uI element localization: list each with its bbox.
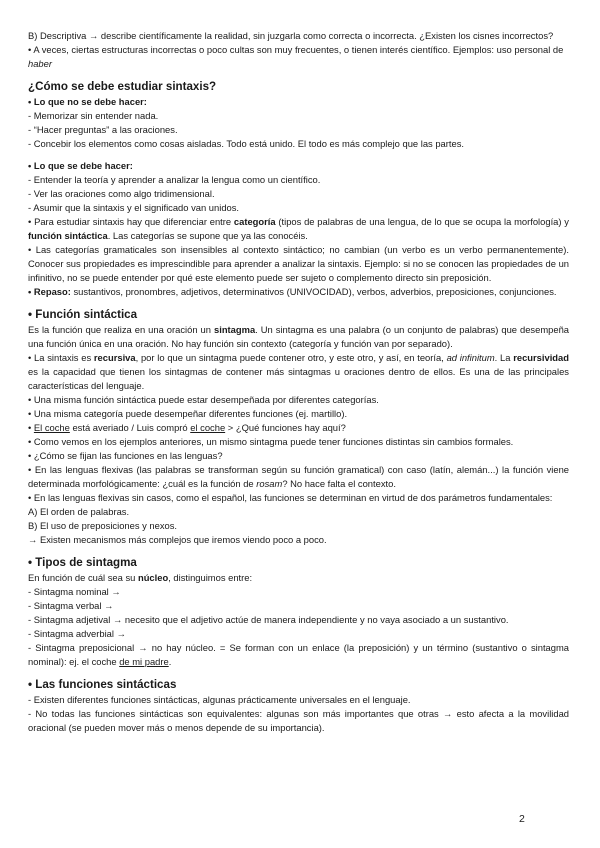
list-item: - Sintagma nominal → bbox=[28, 586, 121, 597]
coche-example: • El coche está averiado / Luis compró el coche > ¿Qué funciones hay aquí? bbox=[28, 422, 346, 433]
tipos-sintagma-heading: • Tipos de sintagma bbox=[28, 556, 137, 569]
list-item: - “Hacer preguntas” a las oraciones. bbox=[28, 124, 178, 135]
recursividad-paragraph: • La sintaxis es recursiva, por lo que un sintagma puede contener otro, y este otro, y así, en teoría, ad infinitum. La recursividad es la capacidad que tienen los sintagmas de contener más sintagmas u oraciones dentro de ellos. Es una de las principales características del lenguaje. bbox=[28, 352, 569, 391]
repaso-paragraph: • Repaso: sustantivos, pronombres, adjetivos, determinativos (UNIVOCIDAD), verbos, adverbios, preposiciones, conjunciones. bbox=[28, 286, 557, 297]
list-item: - No todas las funciones sintácticas son equivalentes: algunas son más importantes que otras → esto afecta a la movilidad oracional (se pueden mover más o menos depende de su importancia). bbox=[28, 708, 569, 733]
list-item: • ¿Cómo se fijan las funciones en las lenguas? bbox=[28, 450, 223, 461]
funcion-sintactica-heading: • Función sintáctica bbox=[28, 308, 138, 321]
descriptiva-paragraph: B) Descriptiva → describe científicamente la realidad, sin juzgarla como correcta o incorrecta. ¿Existen los cisnes incorrectos? bbox=[28, 30, 554, 41]
list-item: - Sintagma verbal → bbox=[28, 600, 114, 611]
no-hacer-title: • Lo que no se debe hacer: bbox=[28, 96, 147, 107]
funciones-sintacticas-heading: • Las funciones sintácticas bbox=[28, 678, 177, 691]
funcion-definition: Es la función que realiza en una oración un sintagma. Un sintagma es una palabra (o un conjunto de palabras) que desempeña una función única en una oración. No hay función sin contexto (categoría y función van por separado). bbox=[28, 324, 569, 349]
aveces-paragraph: • A veces, ciertas estructuras incorrectas o poco cultas son muy frecuentes, o tienen interés científico. Ejemplos: uso personal de haber bbox=[28, 44, 564, 69]
list-item: - Concebir los elementos como cosas aisladas. Todo está unido. El todo es más complejo que las partes. bbox=[28, 138, 464, 149]
page-number: 2 bbox=[519, 813, 525, 825]
list-item: - Sintagma adverbial → bbox=[28, 628, 126, 639]
sin-casos-paragraph: • En las lenguas flexivas sin casos, como el español, las funciones se determinan en virtud de dos parámetros fundamentales: bbox=[28, 492, 553, 503]
list-item: B) El uso de preposiciones y nexos. bbox=[28, 520, 178, 531]
flexivas-paragraph: • En las lenguas flexivas (las palabras se transforman según su función gramatical) con caso (latín, alemán...) la función viene determinada morfológicamente: ¿cuál es la función de rosam? No hace falta el contexto. bbox=[28, 464, 569, 489]
list-item: - Asumir que la sintaxis y el significado van unidos. bbox=[28, 202, 240, 213]
si-hacer-title: • Lo que se debe hacer: bbox=[28, 160, 133, 171]
list-item: → Existen mecanismos más complejos que iremos viendo poco a poco. bbox=[28, 534, 327, 545]
list-item: • Una misma categoría puede desempeñar diferentes funciones (ej. martillo). bbox=[28, 408, 348, 419]
list-item: • Como vemos en los ejemplos anteriores, un mismo sintagma puede tener funciones distintas sin cambios formales. bbox=[28, 436, 514, 447]
list-item: • Una misma función sintáctica puede estar desempeñada por diferentes categorías. bbox=[28, 394, 379, 405]
list-item: - Memorizar sin entender nada. bbox=[28, 110, 159, 121]
list-item: - Entender la teoría y aprender a analizar la lengua como un científico. bbox=[28, 174, 321, 185]
list-item: - Sintagma adjetival → necesito que el adjetivo actúe de manera independiente y no vaya asociado a un sustantivo. bbox=[28, 614, 509, 625]
preposicional-item: - Sintagma preposicional → no hay núcleo. = Se forman con un enlace (la preposición) y un término (sustantivo o sintagma nominal): ej. el coche de mi padre. bbox=[28, 642, 569, 667]
tipos-intro: En función de cuál sea su núcleo, distinguimos entre: bbox=[28, 572, 253, 583]
list-item: - Existen diferentes funciones sintácticas, algunas prácticamente universales en el lenguaje. bbox=[28, 694, 411, 705]
categorias-paragraph: • Las categorías gramaticales son insensibles al contexto sintáctico; no cambian (un verbo es un verbo permanentemente). Conocer sus propiedades es imprescindible para aprender a analizar la sintaxis. Ejemplo: si no se conocen las propiedades de un infinitivo, no se puede entender por qué este elemento puede ser sujeto o complemento directo sin preposición. bbox=[28, 244, 569, 283]
document-page bbox=[28, 29, 569, 735]
estudiar-heading: ¿Cómo se debe estudiar sintaxis? bbox=[28, 80, 217, 93]
list-item: - Ver las oraciones como algo tridimensional. bbox=[28, 188, 215, 199]
diferenciar-paragraph: • Para estudiar sintaxis hay que diferenciar entre categoría (tipos de palabras de una lengua, de lo que se ocupa la morfología) y función sintáctica. Las categorías se supone que ya las conocéis. bbox=[28, 216, 569, 241]
list-item: A) El orden de palabras. bbox=[28, 506, 130, 517]
